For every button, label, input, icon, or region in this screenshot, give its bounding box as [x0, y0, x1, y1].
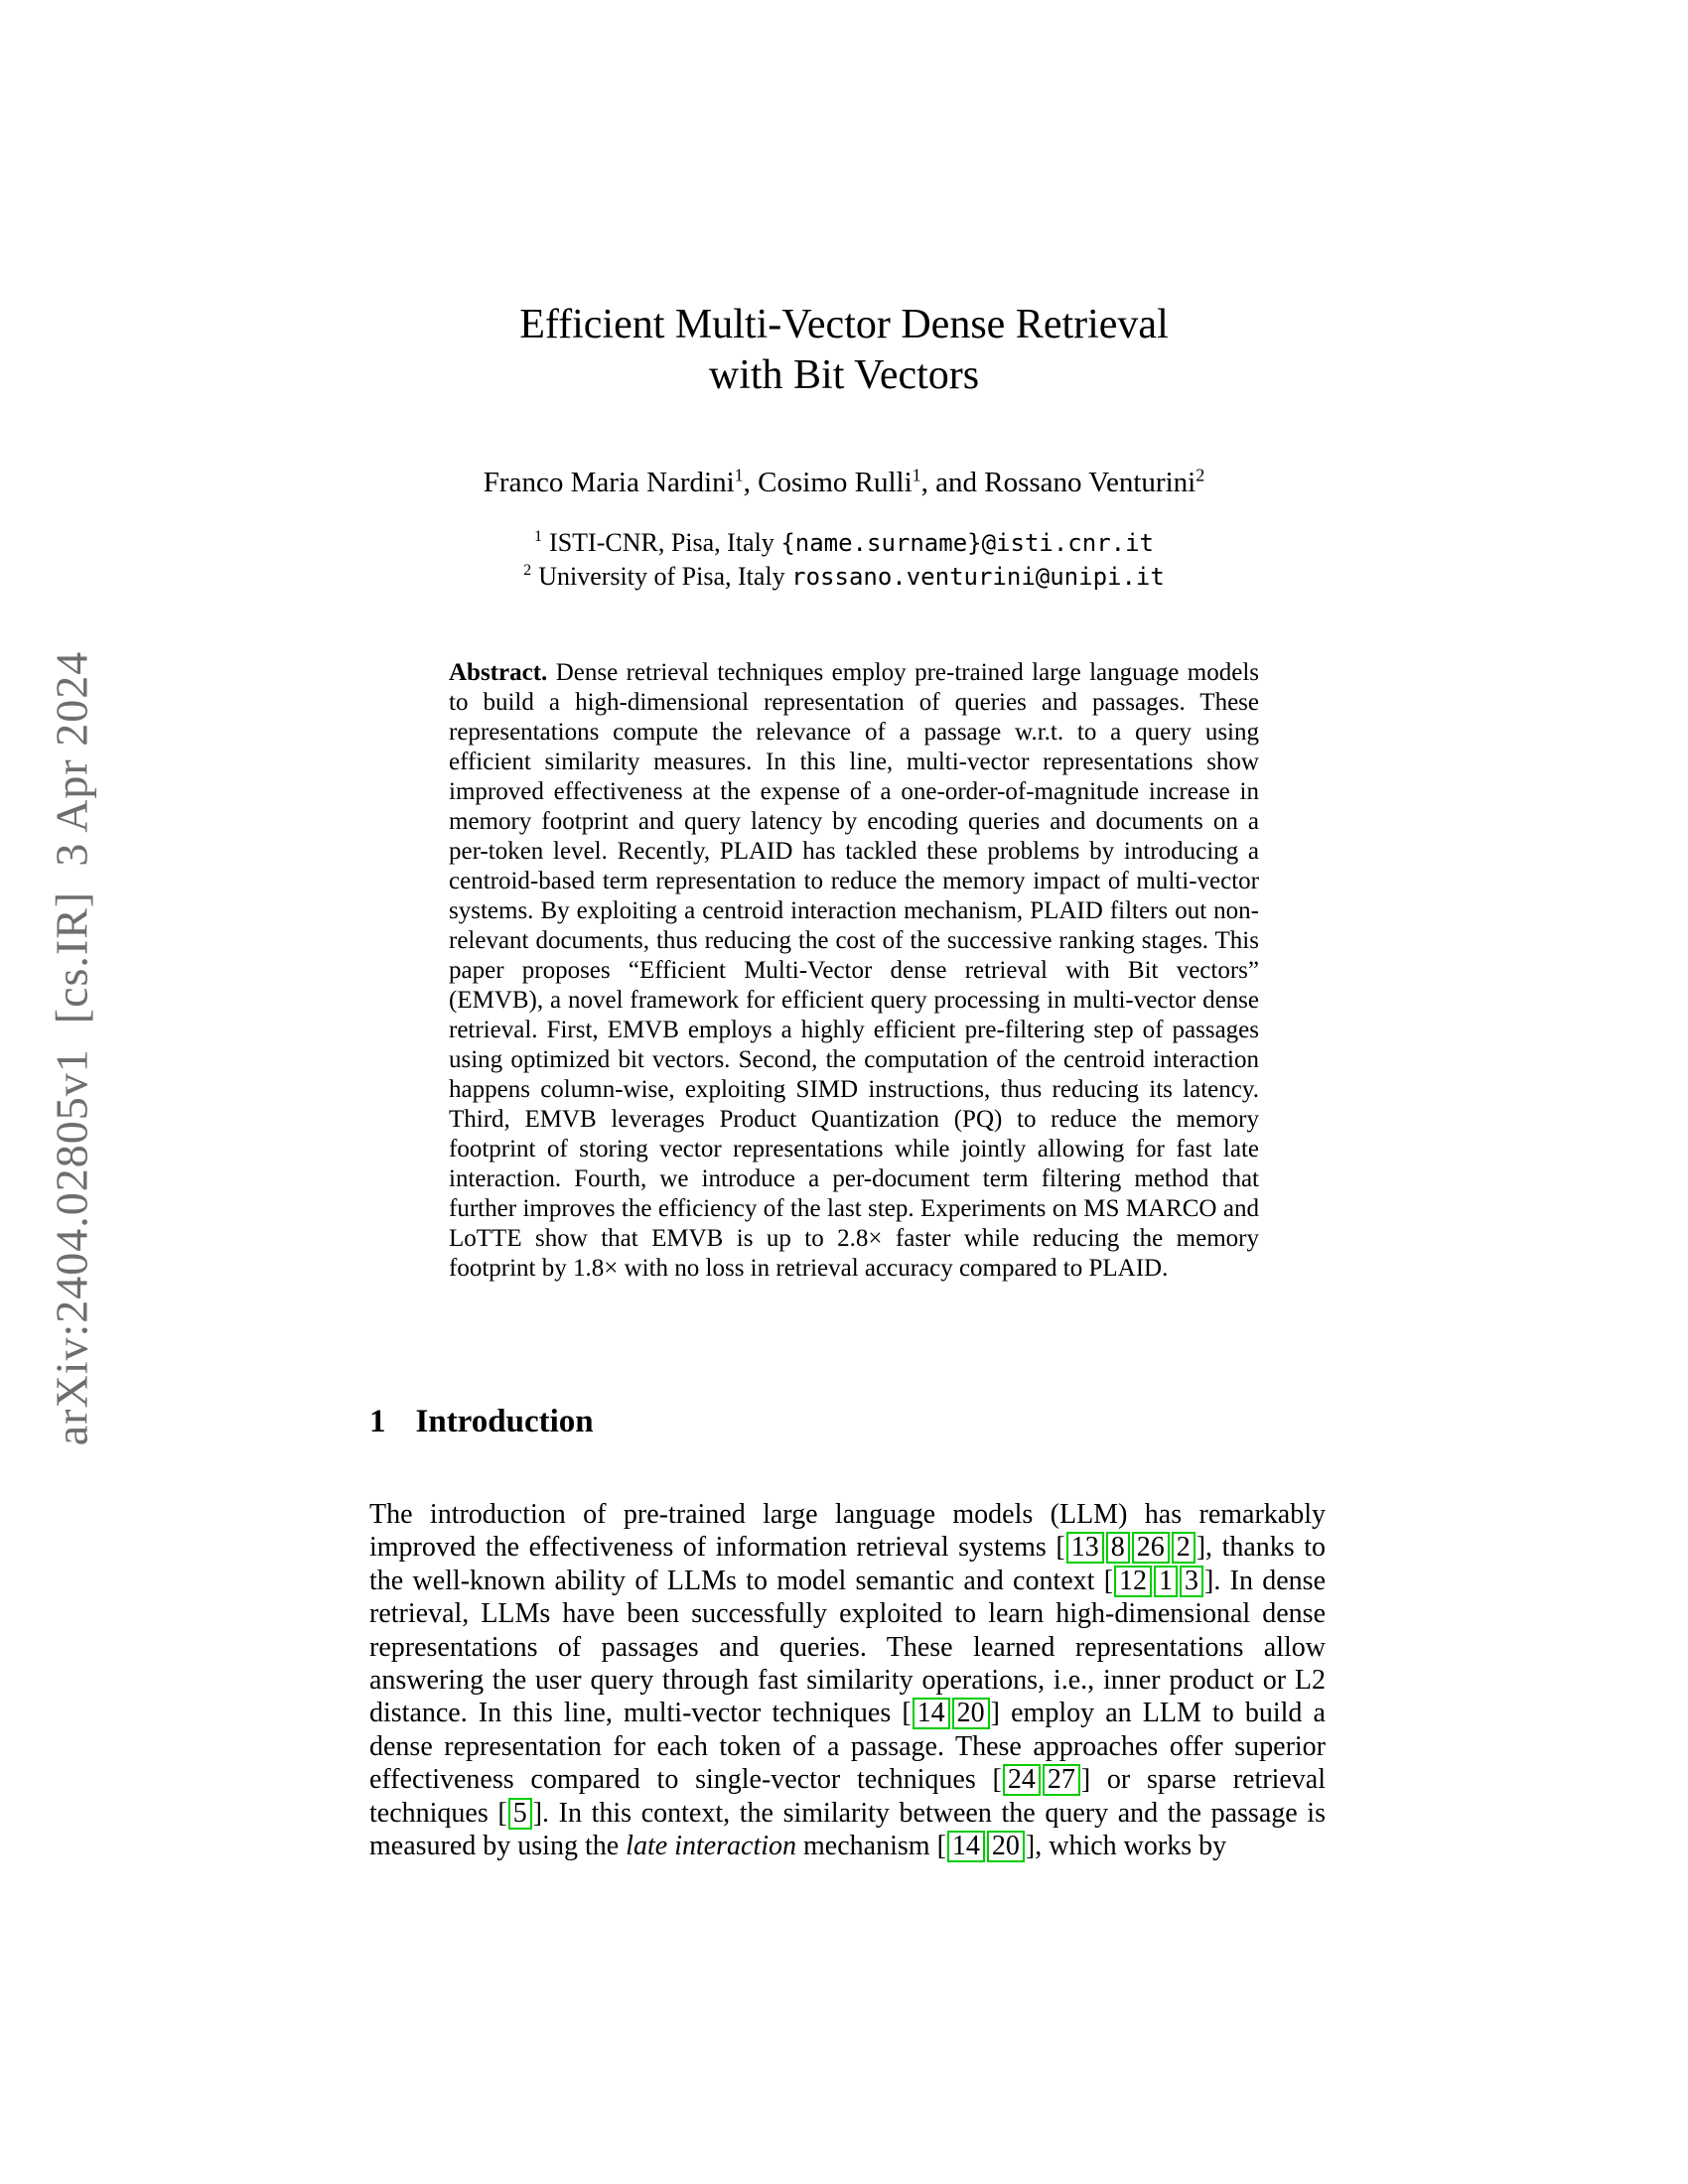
citation-link-group: [ 14 20 ]: [902, 1698, 1000, 1729]
author-affil-mark: 1: [734, 465, 744, 485]
author-name: Cosimo Rulli: [758, 467, 913, 498]
author-separator: , and: [920, 467, 985, 498]
emphasized-term: late interaction: [626, 1831, 797, 1862]
affiliation-email: rossano.venturini@unipi.it: [791, 563, 1165, 591]
introduction-paragraph: The introduction of pre-trained large language models (LLM) has remarkably improved the effectiveness of information retrieval systems [ 13 8 26 2 ], thanks to the well-known ability of LLMs to model semantic and context [ 12 1 3 ]. In dense retrieval, LLMs have been successfully exploited to learn high-dimensional dense representations of passages and queries. These learned representations allow answering the user query through fast similarity operations, i.e., inner product or L2 distance. In this line, multi-vector techniques [ 14 20 ] employ an LLM to build a dense representation for each token of a passage. These approaches offer superior effectiveness compared to single-vector techniques [ 24 27 ] or sparse retrieval techniques [ 5 ]. In this context, the similarity between the query and the passage is measured by using the late interaction mechanism [ 14 20 ], which works by: [369, 1499, 1327, 1862]
author-affil-mark: 1: [912, 465, 921, 485]
section-number: 1: [369, 1404, 386, 1439]
citation-link[interactable]: 8: [1106, 1532, 1130, 1564]
affiliation-row: [0, 526, 1688, 560]
citation-link[interactable]: 12: [1114, 1566, 1152, 1597]
citation-link[interactable]: 27: [1043, 1764, 1080, 1796]
citation-link[interactable]: 14: [913, 1698, 950, 1729]
affiliations: [0, 526, 1688, 594]
citation-link-group: [ 13 8 26 2 ]: [1055, 1532, 1206, 1564]
citation-link-group: [ 24 27 ]: [992, 1764, 1091, 1796]
arxiv-watermark: arXiv:2404.02805v1 [cs.IR] 3 Apr 2024: [46, 650, 97, 1446]
author-separator: ,: [743, 467, 759, 498]
citation-link[interactable]: 13: [1066, 1532, 1104, 1564]
citation-link[interactable]: 5: [508, 1798, 532, 1830]
affiliation-row: [0, 560, 1688, 594]
citation-link[interactable]: 14: [947, 1831, 985, 1862]
abstract: [449, 658, 1259, 1284]
abstract-text: Dense retrieval techniques employ pre-trained large language models to build a high-dimensional representation of queries and passages. These representations compute the relevance of a passage w.r.t. to a query using efficient similarity measures. In this line, multi-vector representations show improved effectiveness at the expense of a one-order-of-magnitude increase in memory footprint and query latency by encoding queries and documents on a per-token level. Recently, PLAID has tackled these problems by introducing a centroid-based term representation to reduce the memory impact of multi-vector systems. By exploiting a centroid interaction mechanism, PLAID filters out non-relevant documents, thus reducing the cost of the successive ranking stages. This paper proposes “Efficient Multi-Vector dense retrieval with Bit vectors” (EMVB), a novel framework for efficient query processing in multi-vector dense retrieval. First, EMVB employs a highly efficient pre-filtering step of passages using optimized bit vectors. Second, the computation of the centroid interaction happens column-wise, exploiting SIMD instructions, thus reducing its latency. Third, EMVB leverages Product Quantization (PQ) to reduce the memory footprint of storing vector representations while jointly allowing for fast late interaction. Fourth, we introduce a per-document term filtering method that further improves the efficiency of the last step. Experiments on MS MARCO and LoTTE show that EMVB is up to 2.8× faster while reducing the memory footprint by 1.8× with no loss in retrieval accuracy compared to PLAID.: [449, 659, 1259, 1282]
citation-link[interactable]: 1: [1154, 1566, 1178, 1597]
paper-title: [0, 300, 1688, 401]
affiliation-institution: ISTI-CNR, Pisa, Italy: [549, 528, 774, 557]
citation-link[interactable]: 24: [1003, 1764, 1041, 1796]
affiliation-institution: University of Pisa, Italy: [538, 562, 785, 591]
authors-line: [0, 467, 1688, 499]
affiliation-mark: 2: [523, 562, 532, 580]
citation-link[interactable]: 20: [987, 1831, 1025, 1862]
abstract-label: Abstract.: [449, 659, 548, 686]
affiliation-email: {name.surname}@isti.cnr.it: [780, 529, 1154, 557]
author-affil-mark: 2: [1196, 465, 1205, 485]
paper-title-line-1: Efficient Multi-Vector Dense Retrieval: [519, 302, 1169, 347]
section-title: Introduction: [415, 1404, 594, 1439]
section-heading-introduction: [369, 1404, 594, 1440]
citation-link-group: [ 5 ]: [497, 1797, 543, 1829]
paper-title-line-2: with Bit Vectors: [708, 352, 980, 398]
affiliation-mark: 1: [533, 528, 543, 546]
citation-link[interactable]: 20: [952, 1698, 990, 1729]
citation-link[interactable]: 3: [1180, 1566, 1203, 1597]
author-name: Franco Maria Nardini: [483, 467, 735, 498]
citation-link[interactable]: 26: [1132, 1532, 1170, 1564]
citation-link[interactable]: 2: [1172, 1532, 1196, 1564]
citation-link-group: [ 14 20 ]: [936, 1831, 1036, 1862]
citation-link-group: [ 12 1 3 ]: [1103, 1565, 1214, 1596]
author-name: Rossano Venturini: [984, 467, 1196, 498]
